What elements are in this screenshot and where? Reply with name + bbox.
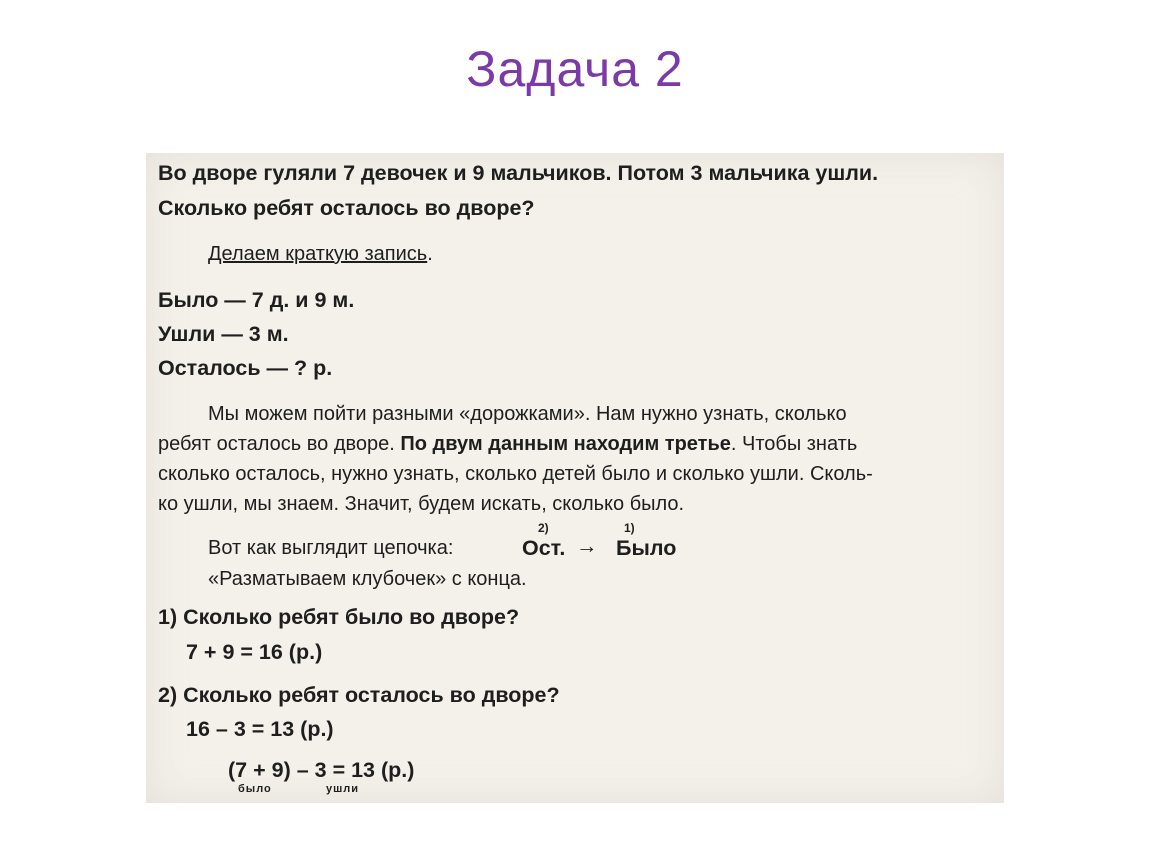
- step-2-answer: 16 – 3 = 13 (р.): [186, 717, 334, 741]
- explanation-line-4: ко ушли, мы знаем. Значит, будем искать, сколько было.: [158, 493, 685, 515]
- textbook-scan: [146, 153, 1004, 803]
- chain-unwind: «Разматываем клубочек» с конца.: [208, 568, 527, 590]
- explanation-line-3: сколько осталось, нужно узнать, сколько детей было и сколько ушли. Сколь-: [158, 463, 873, 485]
- step-2-question: 2) Сколько ребят осталось во дворе?: [158, 683, 560, 707]
- explanation-line-1: Мы можем пойти разными «дорожками». Нам нужно узнать, сколько: [208, 403, 847, 425]
- chain-step1: Было: [616, 536, 677, 560]
- problem-line-1: Во дворе гуляли 7 девочек и 9 мальчиков. Потом 3 мальчика ушли.: [158, 161, 879, 185]
- short-record-note: [208, 243, 433, 266]
- combined-expression: (7 + 9) – 3 = 13 (р.): [228, 758, 415, 782]
- chain-prefix: Вот как выглядит цепочка:: [208, 537, 454, 559]
- chain-arrow-icon: →: [576, 534, 598, 558]
- explanation-line-2: [158, 433, 857, 456]
- chain-step2-number: 2): [538, 521, 549, 535]
- problem-line-2: Сколько ребят осталось во дворе?: [158, 196, 535, 220]
- chain-step2: Ост.: [522, 536, 566, 560]
- record-was: Было — 7 д. и 9 м.: [158, 288, 355, 312]
- explanation-line-2a: ребят осталось во дворе.: [158, 433, 401, 455]
- record-left: Ушли — 3 м.: [158, 322, 289, 346]
- label-left: ушли: [326, 783, 360, 795]
- record-remain: Осталось — ? р.: [158, 356, 333, 380]
- explanation-emphasis: По двум данным находим третье: [400, 433, 731, 455]
- chain-step1-number: 1): [624, 521, 635, 535]
- step-1-answer: 7 + 9 = 16 (р.): [186, 640, 323, 664]
- label-was: было: [238, 783, 272, 795]
- explanation-line-2b: . Чтобы знать: [730, 433, 858, 455]
- short-record-label: Делаем краткую запись: [208, 243, 428, 265]
- slide-title: Задача 2: [466, 41, 684, 97]
- short-record-dot: .: [427, 243, 433, 265]
- step-1-question: 1) Сколько ребят было во дворе?: [158, 605, 520, 629]
